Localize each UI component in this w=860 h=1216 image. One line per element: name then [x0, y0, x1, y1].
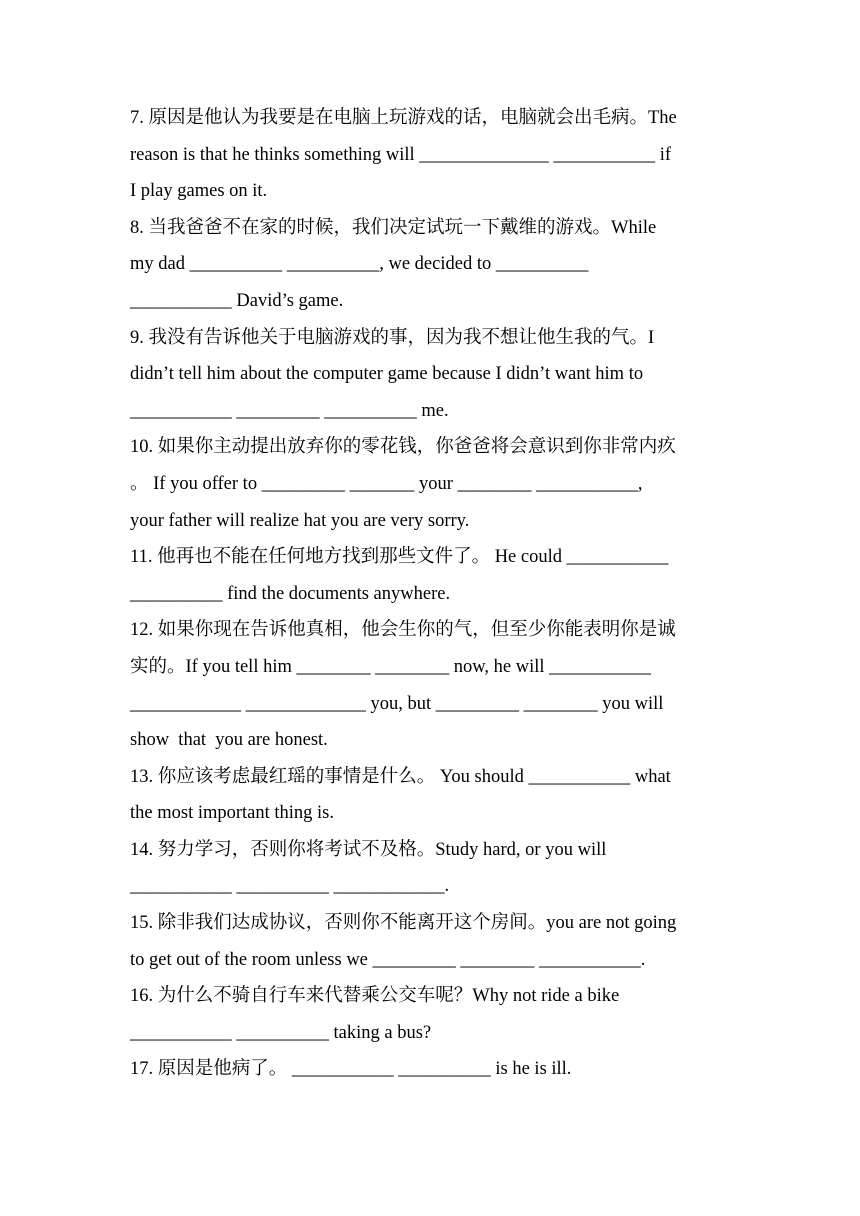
text-line: 17. 原因是他病了。 ___________ __________ is he is ill.	[130, 1059, 572, 1080]
text-line: my dad __________ __________, we decided to __________	[130, 254, 589, 275]
text-line: reason is that he thinks something will ______________ ___________ if	[130, 144, 672, 165]
text-line: 13. 你应该考虑最红瑶的事情是什么。 You should ___________ what	[130, 766, 671, 787]
text-line: the most important thing is.	[130, 803, 335, 824]
text-line: 10. 如果你主动提出放弃你的零花钱，你爸爸将会意识到你非常内疚	[130, 437, 676, 458]
text-line: ___________ __________ ____________.	[130, 876, 450, 897]
text-line: 14. 努力学习，否则你将考试不及格。Study hard, or you will	[130, 839, 607, 860]
text-line: ____________ _____________ you, but _________ ________ you will	[130, 693, 664, 714]
text-line: ___________ David’s game.	[130, 290, 344, 311]
text-line: 实的。If you tell him ________ ________ now, he will ___________	[130, 656, 651, 677]
text-line: I play games on it.	[130, 181, 268, 202]
text-line: ___________ __________ taking a bus?	[130, 1022, 432, 1043]
exercise-text	[130, 100, 730, 1088]
text-line: ___________ _________ __________ me.	[130, 400, 449, 421]
text-line: 8. 当我爸爸不在家的时候，我们决定试玩一下戴维的游戏。While	[130, 217, 657, 238]
text-line: 。 If you offer to _________ _______ your ________ ___________,	[130, 473, 643, 494]
text-line: 12. 如果你现在告诉他真相，他会生你的气，但至少你能表明你是诚	[130, 620, 676, 641]
text-line: 15. 除非我们达成协议，否则你不能离开这个房间。you are not going	[130, 913, 677, 934]
text-line: to get out of the room unless we _________ ________ ___________.	[130, 949, 646, 970]
text-line: 7. 原因是他认为我要是在电脑上玩游戏的话，电脑就会出毛病。The	[130, 108, 677, 128]
text-line: 9. 我没有告诉他关于电脑游戏的事，因为我不想让他生我的气。I	[130, 327, 655, 348]
text-line: __________ find the documents anywhere.	[130, 583, 451, 604]
text-line: 11. 他再也不能在任何地方找到那些文件了。 He could ___________	[130, 547, 669, 568]
text-line: didn’t tell him about the computer game because I didn’t want him to	[130, 364, 644, 385]
text-line: 16. 为什么不骑自行车来代替乘公交车呢？Why not ride a bike	[130, 986, 620, 1007]
text-line: show that you are honest.	[130, 730, 328, 751]
text-line: your father will realize hat you are very sorry.	[130, 510, 470, 531]
